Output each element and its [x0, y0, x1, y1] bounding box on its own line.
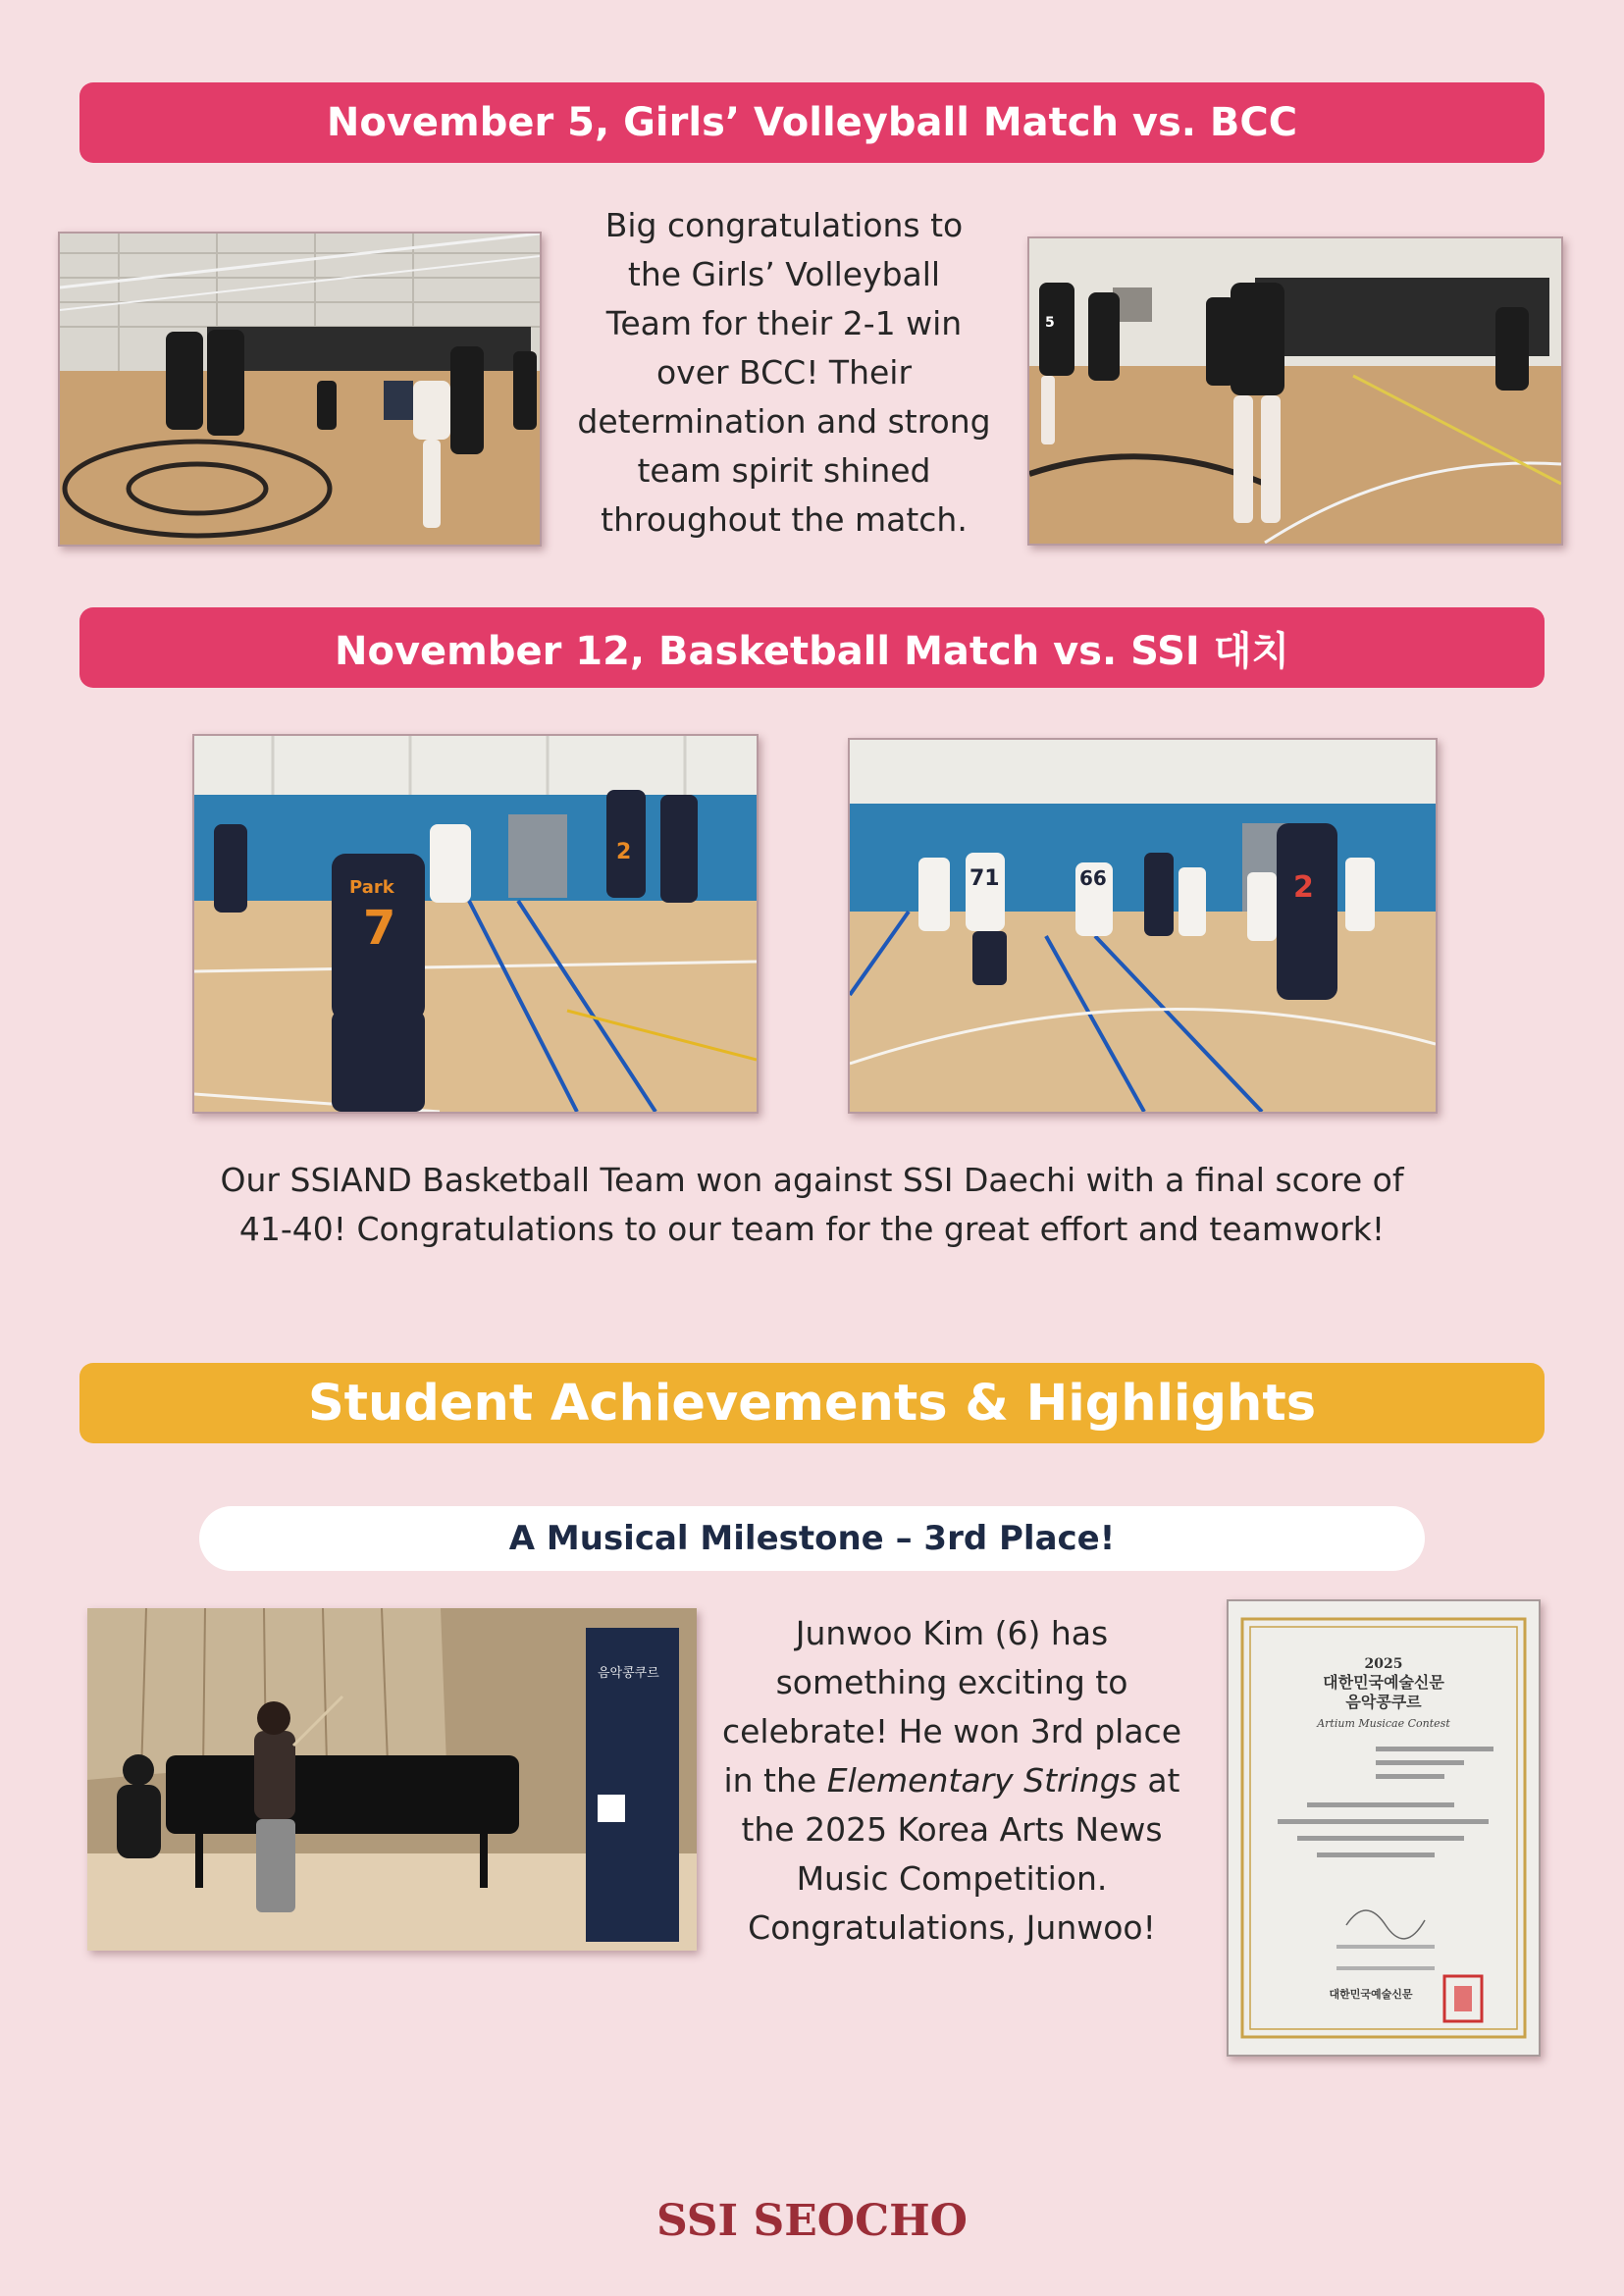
- volleyball-line: Big congratulations to: [604, 206, 964, 244]
- certificate-subtitle: Artium Musicae Contest: [1317, 1717, 1450, 1730]
- certificate-title-1: 대한민국예술신문: [1323, 1673, 1444, 1692]
- jersey-number: 71: [969, 866, 1000, 891]
- basketball-line: 41-40! Congratulations to our team for the great effort and teamwork!: [238, 1210, 1386, 1248]
- achievements-heading: Student Achievements & Highlights: [307, 1374, 1317, 1433]
- basketball-description: [118, 1156, 1506, 1254]
- achievement-line: Music Competition.: [796, 1859, 1108, 1898]
- jersey-number: 2: [616, 840, 632, 864]
- jersey-number: 66: [1079, 866, 1107, 890]
- achievement-description: [716, 1609, 1187, 1953]
- volleyball-line: the Girls’ Volleyball: [627, 255, 941, 293]
- volleyball-photo-right: [1027, 236, 1563, 546]
- basketball-heading: November 12, Basketball Match vs. SSI 대치: [334, 628, 1290, 674]
- volleyball-photo-left: [58, 232, 542, 547]
- achievement-line: Congratulations, Junwoo!: [748, 1908, 1156, 1947]
- achievement-text: at: [1136, 1761, 1180, 1800]
- competition-category: Elementary Strings: [826, 1761, 1137, 1800]
- basketball-line: Our SSIAND Basketball Team won against SSI Daechi with a final score of: [220, 1161, 1404, 1199]
- achievement-subheading-pill: [199, 1506, 1425, 1571]
- jersey-number: 2: [1293, 870, 1314, 905]
- volleyball-line: throughout the match.: [601, 500, 968, 539]
- achievements-heading-banner: [79, 1363, 1545, 1443]
- basketball-photo-left: [192, 734, 759, 1114]
- basketball-heading-banner: [79, 607, 1545, 688]
- achievement-line: Junwoo Kim (6) has: [795, 1614, 1109, 1652]
- volleyball-line: team spirit shined: [637, 451, 931, 490]
- certificate-title-2: 음악콩쿠르: [1345, 1693, 1422, 1711]
- achievement-subheading: A Musical Milestone – 3rd Place!: [508, 1519, 1116, 1558]
- svg-text:5: 5: [1045, 315, 1055, 331]
- jersey-number: 7: [363, 901, 396, 956]
- certificate-year: 2025: [1364, 1656, 1403, 1672]
- achievement-text: in the: [723, 1761, 827, 1800]
- achievement-line: something exciting to: [775, 1663, 1128, 1701]
- achievement-line: the 2025 Korea Arts News: [741, 1810, 1163, 1849]
- volleyball-heading-banner: [79, 82, 1545, 163]
- volleyball-line: Team for their 2-1 win: [605, 304, 963, 342]
- volleyball-heading: November 5, Girls’ Volleyball Match vs. BCC: [326, 100, 1298, 145]
- basketball-photo-right: [848, 738, 1438, 1114]
- volleyball-description: [564, 201, 1004, 545]
- certificate-issuer: 대한민국예술신문: [1329, 1988, 1413, 2001]
- volleyball-line: over BCC! Their: [655, 353, 913, 391]
- poster-title: 음악콩쿠르: [598, 1666, 659, 1681]
- recital-photo: [87, 1608, 697, 1951]
- jersey-name-park: Park: [349, 877, 394, 898]
- volleyball-line: determination and strong: [577, 402, 991, 441]
- achievement-line: celebrate! He won 3rd place: [721, 1712, 1181, 1750]
- footer-school-name: SSI SEOCHO: [655, 2196, 969, 2246]
- certificate-photo: [1227, 1599, 1541, 2057]
- achievement-line: [716, 1756, 1187, 1805]
